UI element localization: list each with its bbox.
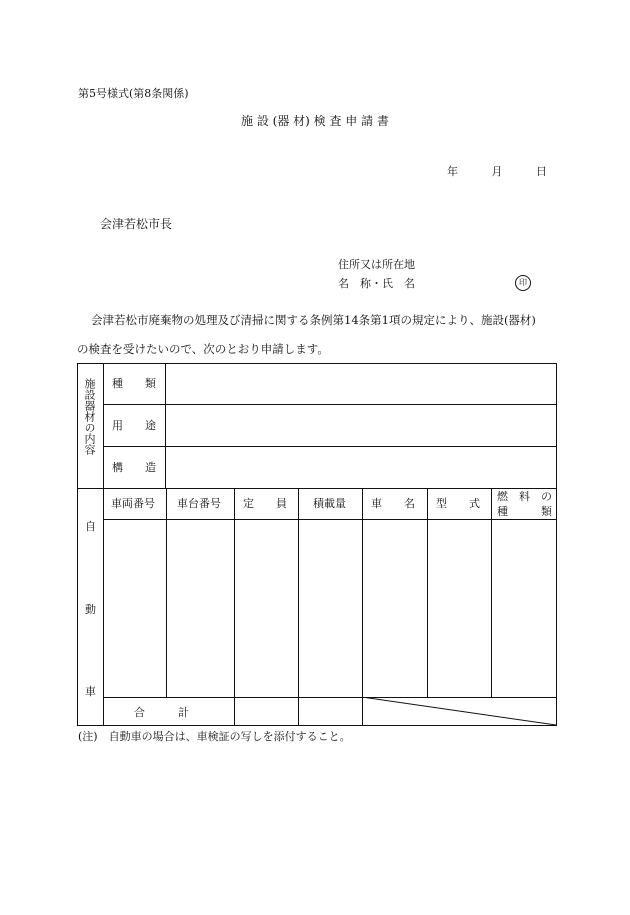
vehicle-col-divider-1 xyxy=(166,488,167,697)
section1-label: 施設器材の内容 xyxy=(83,378,96,455)
row-divider-2 xyxy=(103,446,556,447)
row-label-structure: 構 造 xyxy=(112,461,156,474)
table-border-top xyxy=(77,363,557,364)
body-text-line-1: 会津若松市廃棄物の処理及び清掃に関する条例第14条第1項の規定により、施設(器材) xyxy=(91,313,536,327)
date-month-label: 月 xyxy=(491,165,503,178)
row-label-use: 用 途 xyxy=(112,419,156,432)
col-header-fuel-line-1: 燃 料 の xyxy=(497,490,552,503)
col-header-capacity: 定 員 xyxy=(243,497,287,510)
vehicle-col-divider-4 xyxy=(362,488,363,725)
form-number-label: 第5号様式(第8条関係) xyxy=(78,87,189,100)
vehicle-col-divider-5 xyxy=(427,488,428,697)
total-label: 合 計 xyxy=(134,706,189,719)
section-label-divider xyxy=(103,363,104,726)
col-header-load: 積載量 xyxy=(313,497,346,510)
applicant-name-label: 名 称・氏 名 xyxy=(338,277,415,290)
col-header-model: 型 式 xyxy=(436,497,480,510)
row-divider-1 xyxy=(103,404,556,405)
date-year-label: 年 xyxy=(447,165,458,178)
date-line xyxy=(447,166,547,177)
body-text-line-2: の検査を受けたいので、次のとおり申請します。 xyxy=(77,342,329,356)
seal-icon: 印 xyxy=(515,275,531,291)
total-diagonal-line xyxy=(362,697,557,726)
section-divider xyxy=(77,488,557,489)
vehicle-label-char-3: 車 xyxy=(85,685,96,698)
document-title: 施 設 (器 材) 検 査 申 請 書 xyxy=(241,114,389,128)
vehicle-label-char-1: 自 xyxy=(85,520,96,533)
applicant-address-label: 住所又は所在地 xyxy=(338,258,415,271)
table-border-right xyxy=(556,363,557,726)
vehicle-label-char-2: 動 xyxy=(85,603,96,616)
section1-label-column-divider xyxy=(165,363,166,488)
vehicle-col-divider-3 xyxy=(298,488,299,725)
col-header-vehicle-name: 車 名 xyxy=(371,497,415,510)
vehicle-col-divider-2 xyxy=(234,488,235,725)
col-header-vehicle-number: 車両番号 xyxy=(111,497,155,510)
row-label-type: 種 類 xyxy=(112,377,156,390)
addressee: 会津若松市長 xyxy=(100,217,173,231)
vehicle-col-divider-6 xyxy=(491,488,492,697)
vehicle-header-divider xyxy=(103,519,556,520)
date-day-label: 日 xyxy=(536,165,547,178)
col-header-chassis-number: 車台番号 xyxy=(177,497,221,510)
col-header-fuel-line-2: 種 類 xyxy=(497,505,552,518)
table-border-left xyxy=(77,363,78,726)
footnote: (注) 自動車の場合は、車検証の写しを添付すること。 xyxy=(78,730,351,743)
